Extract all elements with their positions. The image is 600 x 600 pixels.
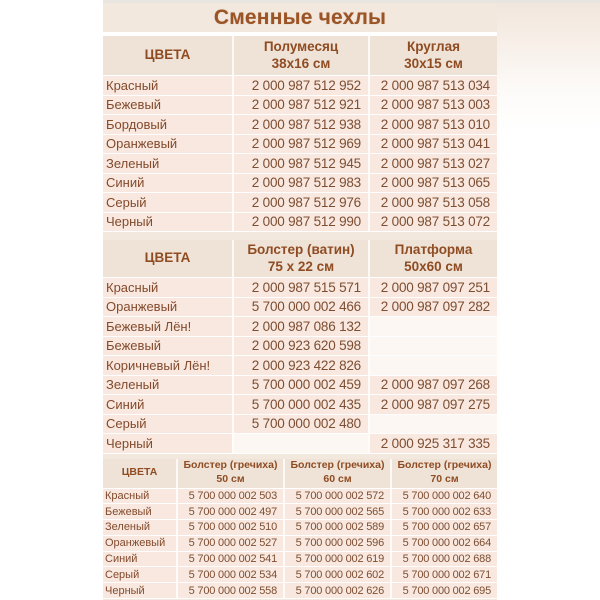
table-row	[103, 376, 497, 396]
barcode-cell: 2 000 987 512 990	[232, 213, 368, 232]
color-name-cell: Коричневый Лён!	[103, 356, 232, 375]
divider	[103, 232, 497, 240]
table-row	[103, 337, 497, 357]
barcode-cell: 2 000 987 513 072	[368, 213, 497, 232]
table-row	[103, 76, 497, 96]
column-header: Полумесяц 38х16 см	[232, 36, 368, 75]
column-header-colors: ЦВЕТА	[144, 250, 191, 266]
color-name-cell: Серый	[103, 415, 232, 434]
table-row	[103, 154, 497, 174]
barcode-cell: 2 000 987 512 952	[232, 76, 368, 95]
table-row	[103, 213, 497, 233]
barcode-cell: 5 700 000 002 435	[232, 395, 368, 414]
table-row	[103, 115, 497, 135]
color-name-cell: Бордовый	[103, 115, 232, 134]
table-row	[103, 536, 497, 552]
color-name-cell: Черный	[103, 583, 176, 598]
color-name-cell: Зеленый	[103, 520, 176, 535]
barcode-cell: 2 000 987 513 065	[368, 174, 497, 193]
barcode-cell: 2 000 987 512 938	[232, 115, 368, 134]
barcode-cell: 5 700 000 002 503	[176, 489, 283, 504]
barcode-cell: 2 000 987 512 976	[232, 193, 368, 212]
column-header-colors: ЦВЕТА	[121, 466, 158, 479]
barcode-cell	[368, 415, 497, 434]
table-row	[103, 504, 497, 520]
color-name-cell: Зеленый	[103, 154, 232, 173]
barcode-cell: 2 000 925 317 335	[368, 434, 497, 453]
color-name-cell: Бежевый	[103, 337, 232, 356]
barcode-cell: 2 000 987 097 275	[368, 395, 497, 414]
barcode-cell: 2 000 987 512 921	[232, 96, 368, 115]
barcode-cell: 2 000 923 422 826	[232, 356, 368, 375]
table-body	[103, 489, 497, 600]
barcode-cell: 5 700 000 002 688	[390, 552, 497, 567]
background-fade	[497, 3, 600, 600]
barcode-cell: 2 000 987 512 983	[232, 174, 368, 193]
barcode-cell: 5 700 000 002 589	[283, 520, 390, 535]
barcode-cell: 5 700 000 002 671	[390, 567, 497, 582]
color-name-cell: Бежевый	[103, 96, 232, 115]
barcode-cell: 5 700 000 002 510	[176, 520, 283, 535]
barcode-cell: 5 700 000 002 602	[283, 567, 390, 582]
table-bolster-platform	[103, 240, 497, 454]
table-row	[103, 489, 497, 505]
barcode-cell: 2 000 987 513 027	[368, 154, 497, 173]
barcode-cell: 5 700 000 002 459	[232, 376, 368, 395]
color-name-cell: Красный	[103, 278, 232, 297]
barcode-cell	[368, 317, 497, 336]
barcode-cell: 2 000 987 086 132	[232, 317, 368, 336]
color-name-cell: Серый	[103, 193, 232, 212]
color-name-cell: Черный	[103, 434, 232, 453]
barcode-cell	[232, 434, 368, 453]
barcode-cell: 5 700 000 002 480	[232, 415, 368, 434]
color-name-cell: Черный	[103, 213, 232, 232]
table-header-row	[103, 459, 497, 489]
barcode-cell: 2 000 923 620 598	[232, 337, 368, 356]
color-name-cell: Красный	[103, 489, 176, 504]
table-row	[103, 174, 497, 194]
barcode-cell: 2 000 987 512 945	[232, 154, 368, 173]
table-row	[103, 317, 497, 337]
table-row	[103, 520, 497, 536]
barcode-cell: 5 700 000 002 664	[390, 536, 497, 551]
color-name-cell: Бежевый	[103, 504, 176, 519]
barcode-cell: 5 700 000 002 633	[390, 504, 497, 519]
barcode-cell: 2 000 987 513 058	[368, 193, 497, 212]
table-row	[103, 567, 497, 583]
table-crescent-round	[103, 36, 497, 232]
table-body	[103, 278, 497, 454]
column-header: Болстер (гречиха) 50 см	[176, 459, 283, 488]
barcode-cell: 5 700 000 002 619	[283, 552, 390, 567]
color-name-cell: Синий	[103, 552, 176, 567]
color-name-cell: Оранжевый	[103, 135, 232, 154]
color-name-cell: Оранжевый	[103, 536, 176, 551]
barcode-cell: 2 000 987 097 268	[368, 376, 497, 395]
column-header: Болстер (гречиха) 60 см	[283, 459, 390, 488]
table-row	[103, 278, 497, 298]
table-header-row	[103, 240, 497, 278]
barcode-cell: 2 000 987 513 003	[368, 96, 497, 115]
barcode-cell: 5 700 000 002 596	[283, 536, 390, 551]
barcode-cell: 5 700 000 002 626	[283, 583, 390, 598]
table-row	[103, 434, 497, 454]
table-row	[103, 583, 497, 599]
barcode-cell: 5 700 000 002 466	[232, 298, 368, 317]
barcode-cell: 2 000 987 513 041	[368, 135, 497, 154]
barcode-cell: 5 700 000 002 572	[283, 489, 390, 504]
barcode-cell: 5 700 000 002 657	[390, 520, 497, 535]
color-name-cell: Серый	[103, 567, 176, 582]
color-name-cell: Синий	[103, 395, 232, 414]
color-name-cell: Бежевый Лён!	[103, 317, 232, 336]
color-name-cell: Оранжевый	[103, 298, 232, 317]
column-header: Круглая 30х15 см	[368, 36, 497, 75]
page-title: Сменные чехлы	[213, 5, 387, 29]
barcode-cell	[368, 356, 497, 375]
barcode-cell: 2 000 987 513 034	[368, 76, 497, 95]
barcode-cell: 5 700 000 002 527	[176, 536, 283, 551]
table-row	[103, 415, 497, 435]
barcode-cell	[368, 337, 497, 356]
color-name-cell: Красный	[103, 76, 232, 95]
barcode-cell: 2 000 987 097 282	[368, 298, 497, 317]
barcode-cell: 2 000 987 512 969	[232, 135, 368, 154]
table-row	[103, 193, 497, 213]
barcode-cell: 2 000 987 097 251	[368, 278, 497, 297]
content-panel	[103, 3, 497, 600]
barcode-cell: 2 000 987 515 571	[232, 278, 368, 297]
barcode-cell: 5 700 000 002 640	[390, 489, 497, 504]
color-name-cell: Зеленый	[103, 376, 232, 395]
table-row	[103, 552, 497, 568]
barcode-cell: 5 700 000 002 541	[176, 552, 283, 567]
column-header-colors: ЦВЕТА	[144, 47, 191, 63]
table-row	[103, 395, 497, 415]
column-header: Болстер (гречиха) 70 см	[390, 459, 497, 488]
barcode-cell: 5 700 000 002 565	[283, 504, 390, 519]
column-header: Болстер (ватин) 75 х 22 см	[232, 240, 368, 277]
table-row	[103, 135, 497, 155]
table-row	[103, 96, 497, 116]
table-body	[103, 76, 497, 232]
barcode-cell: 5 700 000 002 497	[176, 504, 283, 519]
table-header-row	[103, 36, 497, 76]
color-name-cell: Синий	[103, 174, 232, 193]
table-row	[103, 298, 497, 318]
barcode-cell: 5 700 000 002 558	[176, 583, 283, 598]
barcode-cell: 5 700 000 002 534	[176, 567, 283, 582]
barcode-cell: 5 700 000 002 695	[390, 583, 497, 598]
barcode-cell: 2 000 987 513 010	[368, 115, 497, 134]
column-header: Платформа 50х60 см	[368, 240, 497, 277]
table-bolster-buckwheat	[103, 459, 497, 600]
table-row	[103, 356, 497, 376]
